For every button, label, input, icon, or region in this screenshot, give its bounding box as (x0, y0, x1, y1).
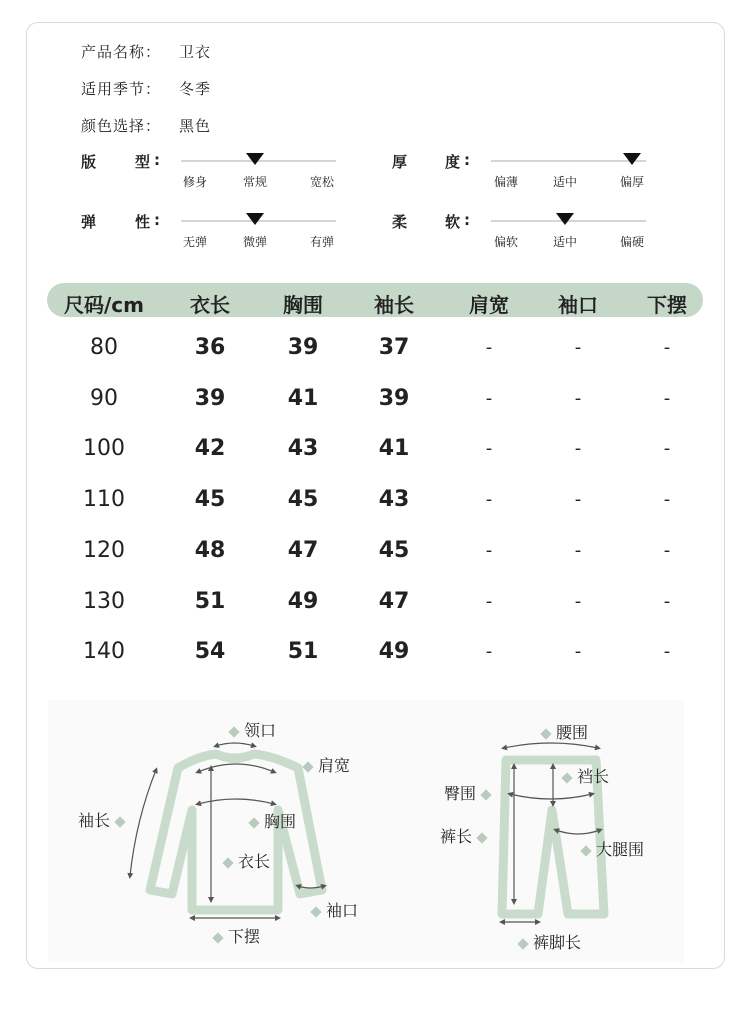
label-chest: 胸围 (244, 809, 296, 832)
table-cell: - (485, 539, 493, 561)
size-cell: 90 (90, 385, 118, 411)
softness-scale (491, 213, 646, 253)
table-cell: - (485, 489, 493, 511)
table-header-cell: 袖口 (558, 293, 598, 317)
table-cell: 39 (194, 385, 226, 411)
label-length: 衣长 (218, 849, 270, 872)
scale-option: 偏厚 (619, 175, 645, 189)
label-hip: 臀围 (444, 781, 496, 804)
table-cell: 49 (287, 588, 319, 614)
product-name-row (81, 41, 212, 62)
table-cell: - (485, 590, 493, 612)
table-cell: - (574, 590, 582, 612)
table-cell: 51 (194, 588, 226, 614)
season-value: 冬季 (179, 80, 212, 98)
label-waist: 腰围 (536, 720, 588, 743)
label-sleeve-length: 袖长 (78, 808, 130, 831)
table-cell: - (663, 438, 671, 460)
table-cell: - (574, 489, 582, 511)
scale-pointer-icon (556, 213, 574, 225)
diamond-icon (540, 728, 551, 739)
table-cell: - (663, 590, 671, 612)
thickness-scale (491, 153, 646, 193)
table-header-cell: 衣长 (190, 293, 230, 317)
size-cell: 130 (83, 588, 125, 614)
table-cell: 42 (194, 436, 226, 462)
table-cell: 41 (287, 385, 319, 411)
attr-colon: : (464, 151, 470, 169)
scale-option: 偏硬 (619, 235, 645, 249)
label-shoulder: 肩宽 (298, 753, 350, 776)
table-cell: 45 (378, 537, 410, 563)
table-cell: 43 (378, 487, 410, 513)
scale-option: 偏薄 (493, 175, 519, 189)
table-cell: 47 (287, 537, 319, 563)
elasticity-scale (181, 213, 336, 253)
table-header-cell: 胸围 (283, 293, 323, 317)
table-cell: - (663, 641, 671, 663)
attr-label-char2: 度 (445, 153, 461, 171)
label-pants-length: 裤长 (440, 824, 492, 847)
attr-label-char2: 型 (135, 153, 151, 171)
product-name-label: 产品名称： (81, 43, 162, 61)
attr-colon: : (154, 211, 160, 229)
diamond-icon (561, 772, 572, 783)
attr-label-char1: 弹 (81, 213, 97, 231)
table-cell: 48 (194, 537, 226, 563)
table-cell: - (663, 489, 671, 511)
table-cell: 43 (287, 436, 319, 462)
color-row (81, 115, 212, 136)
table-cell: - (485, 337, 493, 358)
table-cell: 47 (378, 588, 410, 614)
attr-colon: : (154, 151, 160, 169)
diamond-icon (310, 906, 321, 917)
label-hem: 下摆 (208, 924, 260, 947)
table-cell: 45 (194, 487, 226, 513)
diamond-icon (212, 932, 223, 943)
garment-outline (48, 700, 684, 962)
table-cell: - (574, 438, 582, 460)
attr-label-char2: 性 (135, 213, 151, 231)
attr-label-char1: 柔 (392, 213, 408, 231)
size-cell: 140 (83, 639, 125, 665)
table-cell: 51 (287, 639, 319, 665)
diamond-icon (228, 726, 239, 737)
table-cell: - (663, 539, 671, 561)
sweatshirt-icon (150, 754, 322, 910)
scale-option: 适中 (552, 175, 578, 189)
color-label: 颜色选择： (81, 117, 162, 135)
scale-option: 常规 (242, 175, 268, 189)
scale-option: 有弹 (309, 235, 335, 249)
table-cell: - (485, 387, 493, 409)
product-name-value: 卫衣 (179, 43, 212, 61)
size-cell: 120 (83, 537, 125, 563)
diamond-icon (517, 938, 528, 949)
table-cell: 37 (378, 335, 410, 360)
table-cell: 41 (378, 436, 410, 462)
scale-option: 适中 (552, 235, 578, 249)
table-header-cell: 尺码/cm (64, 293, 144, 317)
season-label: 适用季节： (81, 80, 162, 98)
table-cell: - (574, 641, 582, 663)
scale-pointer-icon (246, 153, 264, 165)
scale-option: 宽松 (309, 175, 335, 189)
season-row (81, 78, 212, 99)
size-cell: 110 (83, 487, 125, 513)
diamond-icon (248, 817, 259, 828)
color-value: 黑色 (179, 117, 212, 135)
measurement-diagram (48, 700, 684, 962)
scale-option: 修身 (182, 175, 208, 189)
table-cell: 45 (287, 487, 319, 513)
attr-colon: : (464, 211, 470, 229)
size-cell: 100 (83, 436, 125, 462)
scale-pointer-icon (246, 213, 264, 225)
table-header-cell: 袖长 (374, 293, 414, 317)
table-cell: 39 (378, 385, 410, 411)
table-cell: - (485, 438, 493, 460)
table-cell: 36 (194, 335, 226, 360)
table-cell: - (663, 387, 671, 409)
attr-label-char1: 版 (81, 153, 97, 171)
fit-scale (181, 153, 336, 193)
diamond-icon (476, 832, 487, 843)
diamond-icon (302, 761, 313, 772)
table-header-cell: 下摆 (647, 293, 687, 317)
attr-label-char1: 厚 (392, 153, 408, 171)
label-thigh: 大腿围 (576, 837, 644, 860)
table-header-cell: 肩宽 (469, 293, 509, 317)
table-cell: - (574, 337, 582, 358)
scale-option: 无弹 (182, 235, 208, 249)
table-cell: - (663, 337, 671, 358)
label-leg-opening: 裤脚长 (513, 930, 581, 953)
scale-option: 偏软 (493, 235, 519, 249)
scale-pointer-icon (623, 153, 641, 165)
table-cell: - (574, 539, 582, 561)
size-cell: 80 (90, 335, 118, 360)
diamond-icon (114, 816, 125, 827)
table-cell: - (485, 641, 493, 663)
diamond-icon (480, 789, 491, 800)
diamond-icon (580, 845, 591, 856)
scale-option: 微弹 (242, 235, 268, 249)
table-cell: - (574, 387, 582, 409)
table-cell: 49 (378, 639, 410, 665)
label-neckline: 领口 (224, 718, 276, 741)
diamond-icon (222, 857, 233, 868)
table-cell: 54 (194, 639, 226, 665)
attr-label-char2: 软 (445, 213, 461, 231)
table-cell: 39 (287, 335, 319, 360)
label-cuff: 袖口 (306, 898, 358, 921)
label-rise: 裆长 (557, 764, 609, 787)
